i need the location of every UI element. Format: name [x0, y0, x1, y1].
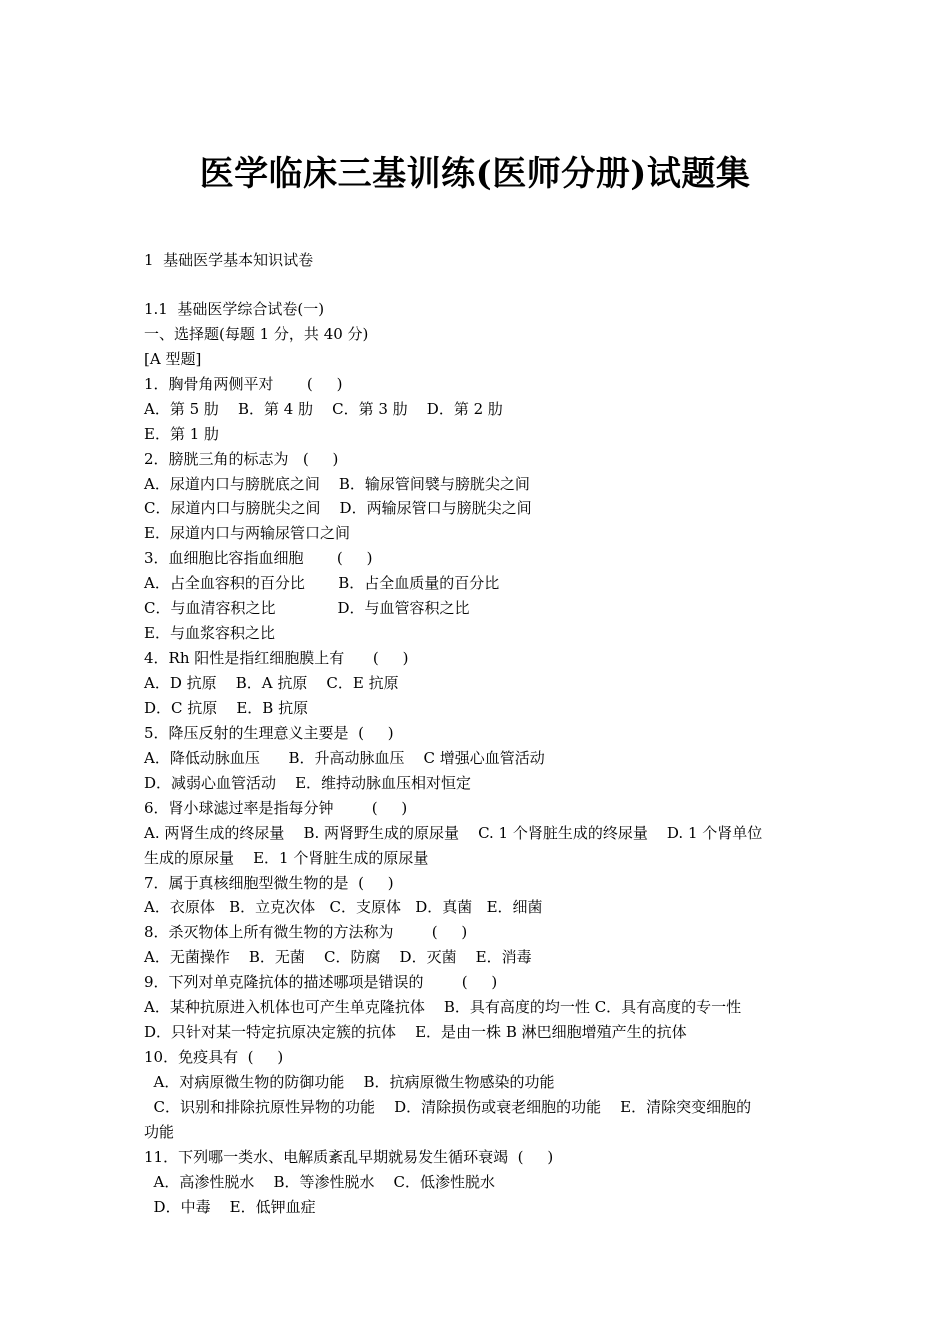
option-line: C．尿道内口与膀胱尖之间 D．两输尿管口与膀胱尖之间: [144, 499, 532, 518]
question-line: 6．肾小球滤过率是指每分钟 ( ): [144, 798, 408, 817]
question-line: 5．降压反射的生理意义主要是 ( ): [144, 723, 394, 742]
option-line: A．无菌操作 B．无菌 C．防腐 D．灭菌 E．消毒: [144, 948, 532, 967]
option-line: C．与血清容积之比 D．与血管容积之比: [144, 599, 470, 618]
question-line: 9．下列对单克隆抗体的描述哪项是错误的 ( ): [144, 973, 498, 992]
question-line: 4．Rh 阳性是指红细胞膜上有 ( ): [144, 649, 409, 668]
option-line: 功能: [144, 1122, 175, 1141]
option-line: A．某种抗原进入机体也可产生单克隆抗体 B．具有高度的均一性 C．具有高度的专一性: [144, 998, 742, 1017]
document-title: 医学临床三基训练(医师分册)试题集: [199, 154, 751, 194]
option-line: D．中毒 E．低钾血症: [144, 1197, 316, 1216]
type-heading: [A 型题]: [144, 349, 202, 368]
option-line: 生成的原尿量 E．1 个肾脏生成的原尿量: [144, 848, 429, 867]
option-line: E．尿道内口与两输尿管口之间: [144, 524, 350, 543]
option-line: A．占全血容积的百分比 B．占全血质量的百分比: [144, 574, 500, 593]
question-line: 11．下列哪一类水、电解质紊乱早期就易发生循环衰竭 ( ): [144, 1147, 554, 1166]
option-line: D．C 抗原 E．B 抗原: [144, 698, 309, 717]
document-body: [144, 248, 809, 1220]
question-line: 10．免疫具有 ( ): [144, 1048, 284, 1067]
question-line: 1．胸骨角两侧平对 ( ): [144, 374, 343, 393]
option-line: E．第 1 肋: [144, 424, 220, 443]
option-line: C．识别和排除抗原性异物的功能 D．清除损伤或衰老细胞的功能 E．清除突变细胞的: [144, 1097, 752, 1116]
option-line: A．第 5 肋 B．第 4 肋 C．第 3 肋 D．第 2 肋: [144, 399, 503, 418]
section-heading: 1 基础医学基本知识试卷: [144, 251, 314, 269]
option-line: A．尿道内口与膀胱底之间 B．输尿管间襞与膀胱尖之间: [144, 474, 530, 493]
option-line: A．高渗性脱水 B．等渗性脱水 C．低渗性脱水: [144, 1172, 496, 1191]
question-line: 3．血细胞比容指血细胞 ( ): [144, 549, 373, 568]
option-line: A．衣原体 B．立克次体 C．支原体 D．真菌 E．细菌: [144, 898, 543, 917]
part-heading: 一、选择题(每题 1 分，共 40 分): [144, 324, 369, 343]
option-line: A．对病原微生物的防御功能 B．抗病原微生物感染的功能: [144, 1073, 555, 1091]
blank-line: [144, 273, 809, 297]
subsection-heading: 1.1 基础医学综合试卷(一): [144, 299, 325, 318]
option-line: D．减弱心血管活动 E．维持动脉血压相对恒定: [144, 773, 472, 792]
question-line: 7．属于真核细胞型微生物的是 ( ): [144, 873, 394, 892]
option-line: A. 两肾生成的终尿量 B. 两肾野生成的原尿量 C. 1 个肾脏生成的终尿量 D. 1 个肾单位: [144, 823, 763, 842]
option-line: E．与血浆容积之比: [144, 624, 275, 643]
option-line: A．D 抗原 B．A 抗原 C．E 抗原: [144, 674, 399, 692]
option-line: A．降低动脉血压 B．升高动脉血压 C 增强心血管活动: [144, 748, 545, 767]
option-line: D．只针对某一特定抗原决定簇的抗体 E．是由一株 B 淋巴细胞增殖产生的抗体: [144, 1023, 687, 1042]
question-line: 2．膀胱三角的标志为 ( ): [144, 449, 339, 468]
question-line: 8．杀灭物体上所有微生物的方法称为 ( ): [144, 923, 468, 942]
